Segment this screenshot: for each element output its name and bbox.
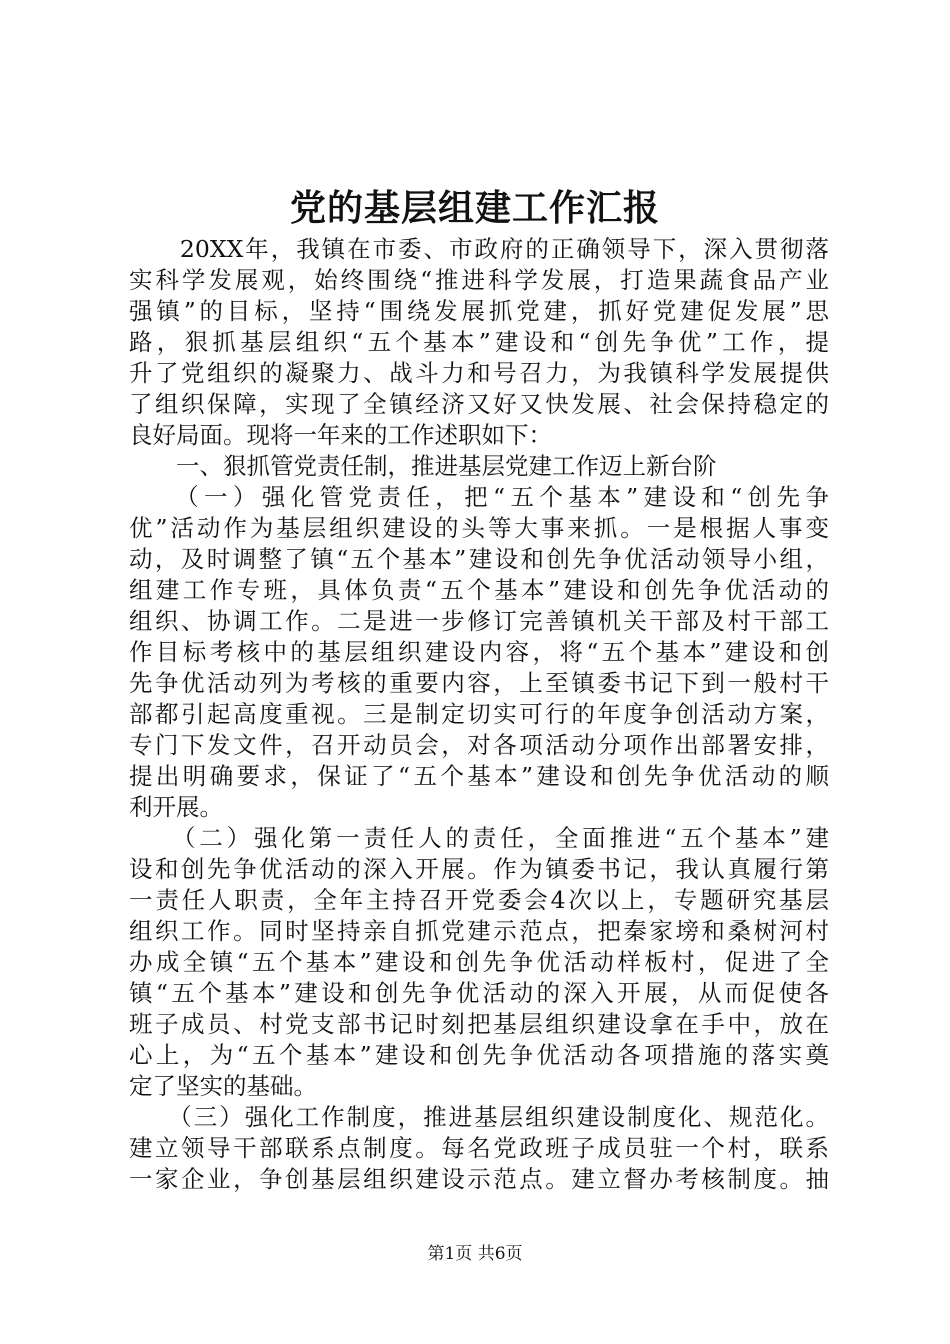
body-line: 动，及时调整了镇“五个基本”建设和创先争优活动领导小组， — [129, 545, 829, 573]
body-line: 实科学发展观，始终围绕“推进科学发展，打造果蔬食品产业 — [129, 266, 829, 294]
body-line: 一责任人职责，全年主持召开党委会4次以上，专题研究基层 — [129, 886, 829, 914]
body-line: （三）强化工作制度，推进基层组织建设制度化、规范化。 — [129, 1103, 829, 1131]
document-title: 党的基层组建工作汇报 — [289, 187, 660, 229]
body-line: 升了党组织的凝聚力、战斗力和号召力，为我镇科学发展提供 — [129, 359, 829, 387]
body-line: 路，狠抓基层组织“五个基本”建设和“创先争优”工作，提 — [129, 328, 829, 356]
body-line: 利开展。 — [129, 793, 223, 821]
body-line: 20XX年，我镇在市委、市政府的正确领导下，深入贯彻落 — [129, 235, 829, 263]
body-line: 部都引起高度重视。三是制定切实可行的年度争创活动方案， — [129, 700, 829, 728]
page-footer: 第1页 共6页 — [427, 1244, 523, 1264]
document-body — [129, 234, 829, 1195]
body-line: （一）强化管党责任，把“五个基本”建设和“创先争 — [129, 483, 829, 511]
body-line: 专门下发文件，召开动员会，对各项活动分项作出部署安排， — [129, 731, 829, 759]
body-line: 心上，为“五个基本”建设和创先争优活动各项措施的落实奠 — [129, 1041, 829, 1069]
body-line: 了组织保障，实现了全镇经济又好又快发展、社会保持稳定的 — [129, 390, 829, 418]
body-line: 强镇”的目标，坚持“围绕发展抓党建，抓好党建促发展”思 — [129, 297, 829, 325]
body-line: 设和创先争优活动的深入开展。作为镇委书记，我认真履行第 — [129, 855, 829, 883]
body-line: 提出明确要求，保证了“五个基本”建设和创先争优活动的顺 — [129, 762, 829, 790]
body-line: 一家企业，争创基层组织建设示范点。建立督办考核制度。抽 — [129, 1165, 829, 1193]
body-line: 良好局面。现将一年来的工作述职如下： — [129, 421, 552, 449]
body-line: 班子成员、村党支部书记时刻把基层组织建设拿在手中，放在 — [129, 1010, 829, 1038]
body-line: 组织工作。同时坚持亲自抓党建示范点，把秦家塝和桑树河村 — [129, 917, 829, 945]
body-line: 先争优活动列为考核的重要内容，上至镇委书记下到一般村干 — [129, 669, 829, 697]
body-line: 组建工作专班，具体负责“五个基本”建设和创先争优活动的 — [129, 576, 829, 604]
body-line: 定了坚实的基础。 — [129, 1072, 317, 1100]
body-line: 组织、协调工作。二是进一步修订完善镇机关干部及村干部工 — [129, 607, 829, 635]
body-line: 优”活动作为基层组织建设的头等大事来抓。一是根据人事变 — [129, 514, 829, 542]
body-line: （二）强化第一责任人的责任，全面推进“五个基本”建 — [129, 824, 829, 852]
body-line: 建立领导干部联系点制度。每名党政班子成员驻一个村，联系 — [129, 1134, 829, 1162]
body-line: 办成全镇“五个基本”建设和创先争优活动样板村，促进了全 — [129, 948, 829, 976]
body-line: 作目标考核中的基层组织建设内容，将“五个基本”建设和创 — [129, 638, 829, 666]
body-line: 镇“五个基本”建设和创先争优活动的深入开展，从而促使各 — [129, 979, 829, 1007]
section-heading: 一、狠抓管党责任制，推进基层党建工作迈上新台阶 — [129, 452, 717, 480]
